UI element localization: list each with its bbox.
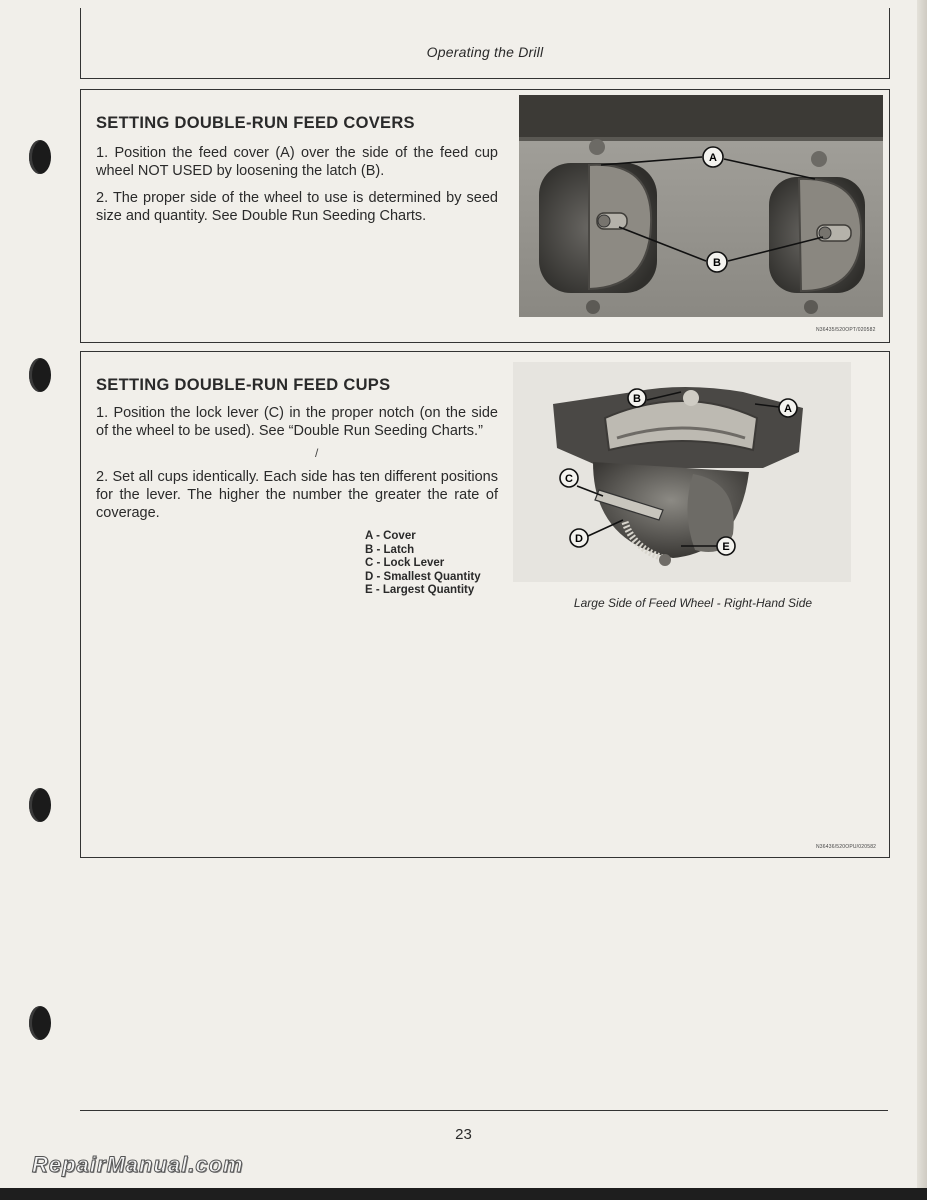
- instruction-step: 1. Position the lock lever (C) in the proper notch (on the side of the wheel to be used). See “Double Run Seeding Charts.”: [96, 405, 498, 439]
- page-edge: [917, 0, 927, 1200]
- legend-item: B - Latch: [365, 543, 415, 556]
- callout-a: [703, 147, 723, 167]
- legend-item: E - Largest Quantity: [365, 584, 475, 596]
- callout-label: D: [575, 533, 583, 545]
- legend-item: D - Smallest Quantity: [365, 570, 481, 583]
- callout-label: A: [784, 403, 792, 415]
- callout-label: B: [713, 257, 721, 269]
- stray-mark: /: [315, 446, 319, 460]
- section-feed-covers: [80, 89, 890, 343]
- figure-code: N36435/520OPT/020582: [816, 327, 876, 333]
- instruction-step: 2. Set all cups identically. Each side has ten different positions for the lever. The higher the number the greater the rate of coverage.: [96, 469, 498, 521]
- footer-rule: [80, 1110, 888, 1111]
- callout-label: B: [633, 393, 641, 405]
- callout-c: [560, 469, 578, 487]
- watermark-logo: RepairManual.com: [32, 1152, 244, 1177]
- binder-hole: [29, 788, 51, 822]
- page-number: 23: [455, 1126, 472, 1143]
- page-header: [80, 8, 890, 79]
- callout-b: [707, 252, 727, 272]
- callout-label: A: [709, 152, 717, 164]
- instruction-step: 2. The proper side of the wheel to use is determined by seed size and quantity. See Double Run Seeding Charts.: [96, 190, 498, 224]
- parts-legend: [365, 530, 481, 598]
- page-bottom-edge: [0, 1188, 927, 1200]
- binder-hole: [29, 1006, 51, 1040]
- feed-covers-photo: [519, 95, 883, 317]
- callout-label: E: [722, 541, 730, 553]
- header-title: Operating the Drill: [426, 44, 544, 60]
- callout-b: [628, 389, 646, 407]
- section-title: SETTING DOUBLE-RUN FEED CUPS: [96, 376, 391, 394]
- figure-caption: Large Side of Feed Wheel - Right-Hand Side: [573, 596, 813, 610]
- legend-item: C - Lock Lever: [365, 557, 445, 569]
- binder-hole: [29, 358, 51, 392]
- feed-cup-photo: [513, 362, 851, 582]
- figure-code: N36436/520OPU/020582: [816, 844, 877, 850]
- callout-d: [570, 529, 588, 547]
- binder-hole: [29, 140, 51, 174]
- callout-e: [717, 537, 735, 555]
- callout-label: C: [565, 473, 573, 485]
- legend-item: A - Cover: [365, 530, 416, 542]
- instruction-step: 1. Position the feed cover (A) over the side of the feed cup wheel NOT USED by loosening the latch (B).: [96, 145, 498, 179]
- section-feed-cups: [80, 351, 890, 858]
- callout-a: [779, 399, 797, 417]
- section-title: SETTING DOUBLE-RUN FEED COVERS: [96, 114, 415, 132]
